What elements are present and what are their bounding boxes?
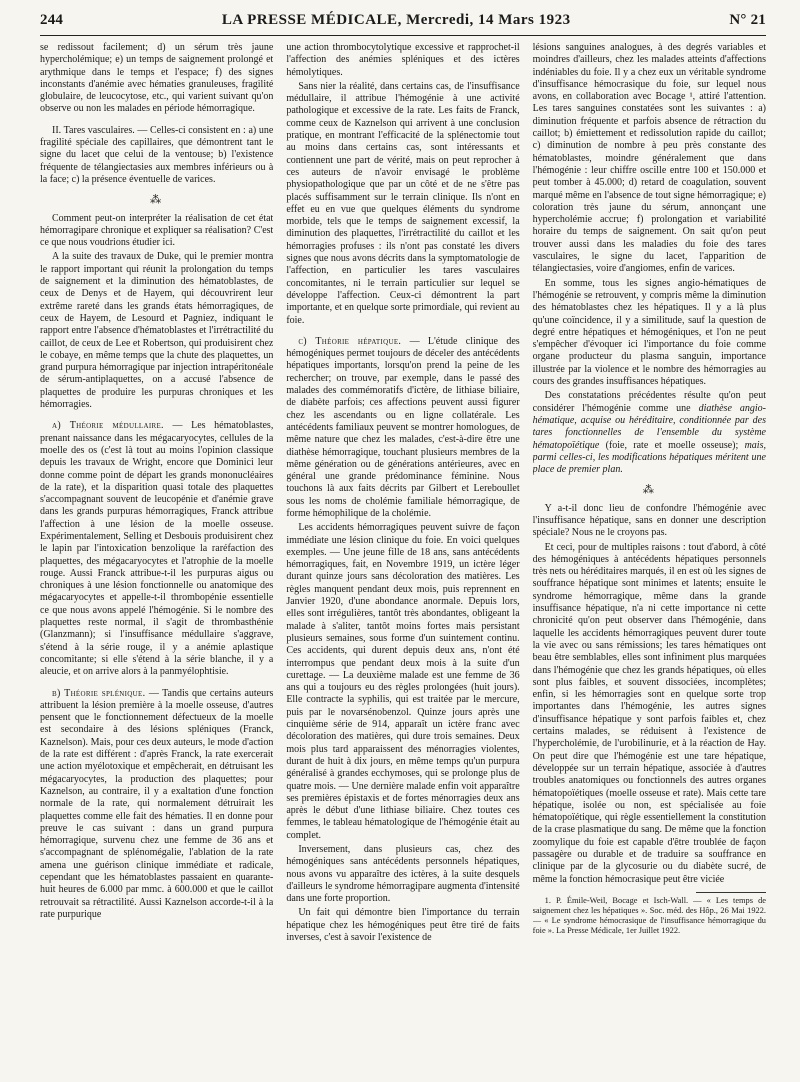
paragraph: En somme, tous les signes angio-hématiques de l'hémogénie se retrouvent, y compris même la diminution des hématoblastes chez les hépatiques. Il y a là plus qu'une coïncidence, il y a similitude, sauf la question de degré entre hépatiques et hémogéniques, et l'on ne peut s'empêcher d'évoquer ici l'importance du foie comme organe producteur du plasma sanguin, importance illustrée par la violence et le nombre des hémorragies au cours des grandes insuffisances hépatiques. [532, 277, 766, 388]
paragraph: II. Tares vasculaires. — Celles-ci consistent en : a) une fragilité spéciale des capillaires, que démontrent tant le signe du lacet que celui de la ventouse; b) l'existence fréquente de télangiectasies aux membres inférieurs ou à la face; c) la présence éventuelle de varices. [40, 124, 274, 185]
journal-title: LA PRESSE MÉDICALE, Mercredi, 14 Mars 1923 [221, 12, 571, 28]
paragraph-text: — Les hématoblastes, prenant naissance dans les mégacaryocytes, cellules de la moelle des os (c'est là tout au moins l'opinion classique depuis les travaux de Wright, encore que Dominici leur donne comme point de départ les grands mononucléaires de la rate), et la disparition quasi totale des plaquettes s'accompagnant souvent de leucopénie et d'anémie grave dans les grands purpuras hémorragiques, Franck attribue l'affection à une lésion de la moelle osseuse. Expérimentalement, Selling et Desbouis produisirent chez le lapin par l'intoxication benzolique la raréfaction des plaquettes, des mégacaryocytes et l'atrophie de la moelle rouge. Aussi Franck attribue-t-il les purpuras aigus ou chroniques à une lésion fonctionnelle ou anatomique des mégacaryocytes et appelle-t-il thrombopénie essentielle ce que nous avons appelé l'hémogénie. Si le nombre des plaquettes reste normal, il s'agit de thrombasthénie (Glanzmann); si l'insuffisance médullaire s'aggrave, s'étend à la série rouge, il y a anémie aplastique concomitante; si elle s'étend à la série blanche, il y a aleucie, et on arrive alors à la panmyélophtisie. [40, 420, 274, 678]
page-number: 244 [40, 12, 64, 28]
article-columns [40, 42, 766, 1072]
section-heading: a) Théorie médullaire. [52, 420, 164, 432]
section-heading: b) Théorie splénique. [52, 687, 146, 699]
paragraph [40, 420, 273, 678]
paragraph: Et ceci, pour de multiples raisons : tout d'abord, à côté des hémogéniques à antécédents hépatiques personnels très nets ou héréditaires marqués, il en est où les signes de souffrance hépatique sont minimes et latents; ensuite le syndrome hémorragique, même dans la grande insuffisance hépatique, n'a ni cette importance ni cette chronicité qu'on peut observer dans l'hémogénie, dans laquelle les accidents hémorragiques peuvent durer toute la vie avec ou sans rémissions; les tares hématiques ont beau être semblables, elles sont infiniment plus marquées dans l'hémogénie que chez les grands hépatiques, où elles sont plus faibles, et souvent dissociées, incomplètes; enfin, si les hémorragies sont en quelque sorte trop importantes dans l'hémogénie, les autres signes d'insuffisance hépatique y sont parfois faibles et, chez certains malades, se réduisent à l'existence de l'hypercholémie, de l'urobilinurie, et à la réaction de Hay. On peut dire que l'hémogénie est une tare hépatique, développée sur un terrain hépatique, associée à d'autres troubles anatomiques ou fonctionnels des autres organes hématopoïétiques (moelle osseuse et rate). Mais cette tare hépatique, isolée ou non, est spécialisée au foie hématopoïétique, qui règle essentiellement la constitution de la crase plasmatique du sang. De même que la fonction zoomylique du foie est capable d'être troublée de façon passagère ou durable et de traduire sa souffrance en clinique par de la glycosurie ou du diabète sucré, de même la fonction hémocrasique peut être viciée [532, 541, 766, 885]
column-3 [533, 42, 766, 1072]
paragraph: Sans nier la réalité, dans certains cas, de l'insuffisance médullaire, il attribue l'hémogénie à une activité pathologique et excessive de la rate. Les faits de Franck, comme ceux de Kaznelson qui arrivent à une conclusion pratique, en montrant l'efficacité de la splénectomie tout au moins dans certains cas, sont intéressants et contiennent une part de vérité, mais on peut reprocher à ces auteurs de n'avoir envisagé le problème physiopathologique que par un côté et de ne s'être pas placés suffisamment sur le terrain clinique. Ils n'ont en effet eu en vue que quelques éléments du syndrome morbide, tels que le temps de saignement excessif, la diminution des plaquettes, l'irrétractilité du caillot et les hémorragies profuses : ils n'ont pas constaté les divers signes que nous avons décrits dans la symptomatologie de l'affection, en particulier les tares vasculaires concomitantes, ni le terrain particulier sur lequel se développe l'affection. Ceux-ci démontrent la part importante, et en quelque sorte primordiale, qui revient au foie. [286, 80, 520, 326]
emphasis: mais, parmi celles-ci, les modifications hépatiques méritent une place de premier plan. [532, 439, 766, 476]
footnote: 1. P. Émile-Weil, Bocage et Isch-Wall. — « Les temps de saignement chez les hépatiques ». Soc. méd. des Hôp., 26 Mai 1922. — « Le syndrome hémocrasique de l'insuffisance hémorragique du foie ». La Presse Médicale, 1er Juillet 1922. [532, 895, 766, 935]
section-separator: ⁂ [150, 194, 164, 207]
paragraph: Un fait qui démontre bien l'importance du terrain hépatique chez les hémogéniques peut être tiré de faits inverses, c'est à savoir l'existence de [286, 907, 520, 944]
paragraph: Comment peut-on interpréter la réalisation de cet état hémorragipare chronique et expliquer sa réalisation? C'est ce que nous voudrions étudier ici. [40, 212, 274, 249]
paragraph: se redissout facilement; d) un sérum très jaune hypercholémique; e) un temps de saignement prolongé et arythmique dans le temps et l'espace; f) des signes inconstants d'anémie avec hématies granuleuses, fragilité globulaire, de leucocytose, etc., qui varient suivant qu'on observe ou non les malades en période hémorragique. [40, 42, 274, 115]
paragraph: une action thrombocytolytique excessive et rapprochet-il l'affection des anémies spléniques et des ictères hémolytiques. [286, 42, 520, 78]
paragraph: Y a-t-il donc lieu de confondre l'hémogénie avec l'insuffisance hépatique, sans en donner une description spéciale? Nous ne le croyons pas. [532, 502, 766, 539]
paragraph: Inversement, dans plusieurs cas, chez des hémogéniques sans antécédents personnels hépatiques, nous avons vu apparaître des ictères, à la suite desquels d'ailleurs le syndrome hémorragipare augmenta d'intensité dans une forte proportion. [286, 844, 520, 905]
paragraph-text: Des constatations précédentes résulte qu'on peut considérer l'hémogénie comme une [532, 390, 766, 414]
column-1 [40, 42, 273, 1072]
column-2 [286, 42, 519, 1072]
paragraph-text: — L'étude clinique des hémogéniques permet toujours de déceler des antécédents hépatiques importants, lorsqu'on prend la peine de les rechercher; on trouve, par exemple, dans le passé des malades des commémoratifs d'ictère, de lithiase biliaire, de diabète parfois; ces affections peuvent aussi figurer chez les ascendants ou en ligne collatérale. Les antécédents familiaux peuvent se montrer homologues, de même nature que chez les malades, c'est-à-dire être une diathèse hémorragique, touchant plusieurs membres de la même génération ou de générations antérieures, avec en général une grande prédominance féminine. Nous touchons là aux faits décrits par Gilbert et Lereboullet sous les noms de cholémie familiale hémorragique, de forme hémophilique de la cholémie. [286, 335, 520, 519]
paragraph: lésions sanguines analogues, à des degrés variables et moindres d'ailleurs, chez les malades atteints d'affections indéniables du foie. Il y a chez eux un véritable syndrome d'insuffisance hémocrasique du foie, sur lequel nous avons, en collaboration avec Bocage ¹, attiré l'attention. Les tares sanguines constatées sont les suivantes : a) diminution fréquente et parfois absence de rétraction du caillot; b) émiettement et redissolution rapide du caillot; c) diminution de nombre à peu près constante des hématoblastes, moindre généralement que dans l'hémogénie : leur chiffre oscille entre 100 et 150.000 et peut tomber à 45.000; d) retard de coagulation, souvent marqué même en l'absence de tout signe hémorragique; e) coloration très jaune du sérum, annonçant une hypercholémie accrue; f) prolongation et variabilité horaire du temps de saignement. On sait qu'on peut trouver aussi dans les maladies du foie des tares vasculaires, le signe du lacet, l'apparition de télangiectasies, voire d'angiomes, enfin de varices. [532, 42, 766, 275]
footnote-divider [696, 892, 766, 893]
section-separator: ⁂ [642, 484, 656, 497]
paragraph [40, 688, 273, 922]
issue-number: N° 21 [729, 12, 766, 28]
paragraph-text: — Tandis que certains auteurs attribuent la lésion première à la moelle osseuse, d'autres pensent que le fonctionnement défectueux de la moelle est secondaire à des lésions spléniques (Franck, Kaznelson). Mais, pour ces deux auteurs, le mode d'action de la rate est différent : d'après Franck, la rate exercerait une action myélotoxique et empêcherait, en détruisant les mégacaryocytes, la production des plaquettes; pour Kaznelson, au contraire, il y a exaltation d'une fonction normale de la rate, qui normalement détruirait les plaquettes comme elle fait des hématies. Il en donne pour preuve le cas suivant : dans un grand purpura hémorragique, survenu chez une femme de 36 ans et s'accompagnant de splénomégalie, l'ablation de la rate amena une guérison clinique immédiate et radicale, cependant que les hématoblastes passaient en quarante-huit heures de 6.000 par mmc. à 600.000 et que le caillot retrouvait sa rétractilité. Aussi Kaznelson accorde-t-il à la rate purpurique [40, 687, 274, 920]
page-header [40, 0, 766, 36]
paragraph: Les accidents hémorragiques peuvent suivre de façon immédiate une lésion clinique du foie. En voici quelques exemples. — Une jeune fille de 18 ans, sans antécédents hémorragiques, fait, en Novembre 1919, un ictère léger durant quinze jours sans décoloration des matières. Les règles manquent pendant deux mois, puis reprennent en Janvier 1920, d'une abondance anormale. Depuis lors, elles sont irrégulières, tantôt très abondantes, obligeant la malade à s'aliter, tantôt moins fortes mais persistant plusieurs semaines, sous forme d'un suintement continu. Ces accidents, qui durent depuis deux ans, n'ont été interrompus que pendant deux mois à la suite d'un curettage. — La deuxième malade est une femme de 36 ans qui a toujours eu des règles prolongées (huit jours). Elle contracte la syphilis, qui est traitée par le mercure, puis par le novarsénobenzol. Quinze jours après une cinquième série de 914, apparaît un ictère franc avec décoloration des matières, qui dure trois semaines. Deux mois plus tard apparaissent des ménorragies violentes, durant de huit à dix jours, en même temps qu'un purpura généralisé à grandes ecchymoses, qui se prolonge plus de quatre mois. — Une dernière malade enfin voit apparaître ses premières épistaxis et de fortes ménorragies deux ans après le début d'une lithiase biliaire. Chez toutes ces femmes, le tableau hématologique de l'hémogénie était au complet. [286, 522, 520, 841]
paragraph: A la suite des travaux de Duke, qui le premier montra le rapport important qui réunit la prolongation du temps de saignement et la diminution des hématoblastes, de ceux de Denys et de Hayem, qui découvrirent leur extrême rareté dans les grands états hémorragiques, de ceux de Hayem, de Lesourd et Pagniez, indiquant le rapport entre l'absence d'hématoblastes et l'irrétractilité du caillot, de ceux de Lee et Robertson, qui produisirent chez le cobaye, en même temps que la chute des plaquettes, un grand purpura hémorragique par injection intrapéritonéale de sérum-antiplaquettes, on a accusé l'absence de plaquettes de produire les purpuras chroniques et les hémorragies. [40, 251, 274, 411]
paragraph [533, 390, 766, 476]
paragraph-text: (foie, rate et moelle osseuse); [599, 439, 745, 451]
emphasis: diathèse angio-hématique, acquise ou héréditaire, conditionnée par des tares fonctionnelles de l'ensemble du système hématopoïétique [532, 402, 766, 451]
paragraph [286, 336, 519, 520]
section-heading: c) Théorie hépatique. [298, 335, 402, 347]
